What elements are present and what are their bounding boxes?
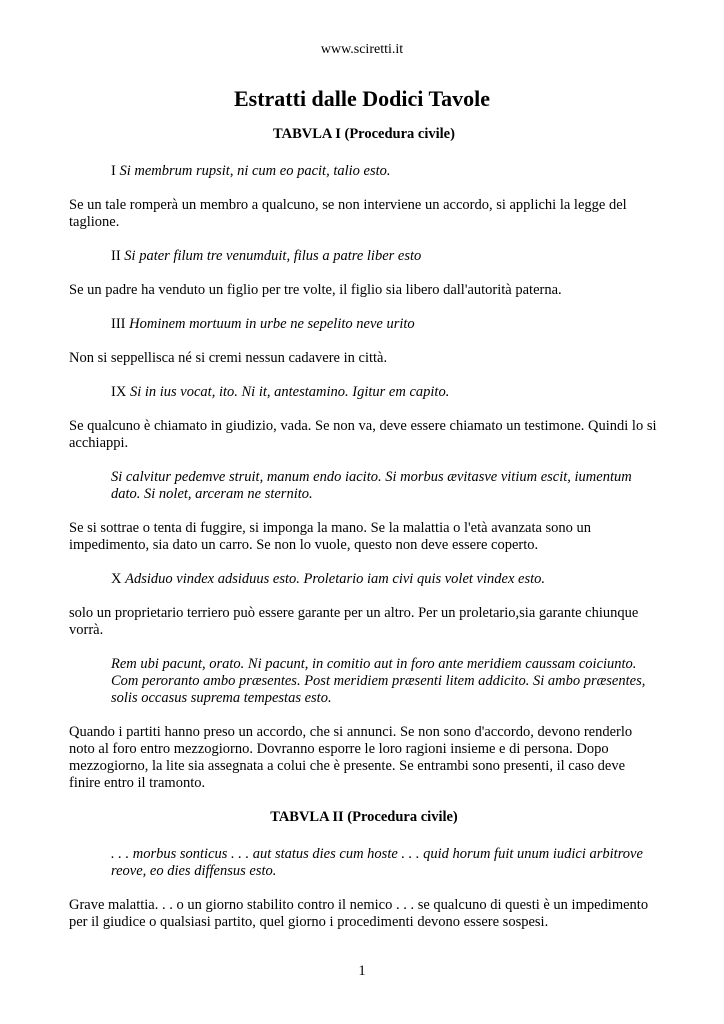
page-title: Estratti dalle Dodici Tavole [233, 86, 491, 111]
latin-clause [111, 163, 659, 180]
section-heading: TABVLA I (Procedura civile) [273, 126, 455, 142]
clause-number: IX [111, 384, 127, 400]
latin-text: Adsiduo vindex adsiduus esto. Proletario iam civi quis volet vindex esto. [125, 571, 545, 587]
latin-text: Si membrum rupsit, ni cum eo pacit, talio esto. [119, 163, 391, 179]
latin-clause [111, 248, 659, 265]
translation-text: Se qualcuno è chiamato in giudizio, vada. Se non va, deve essere chiamato un testimone. Quindi lo si acchiappi. [69, 418, 657, 451]
translation-text: Quando i partiti hanno preso un accordo, che si annunci. Se non sono d'accordo, devono renderlo noto al foro entro mezzogiorno. Dovranno esporre le loro ragioni insieme e di persona. Dopo mezzogiorno, la lite sia assegnata a colui che è presente. Se entrambi sono presenti, il caso deve finire entro il tramonto. [69, 724, 633, 791]
translation-text: Grave malattia. . . o un giorno stabilito contro il nemico . . . se qualcuno di questi è un impedimento per il giudice o qualsiasi partito, quel giorno i procedimenti devono essere sospesi. [69, 897, 649, 930]
clause-number: X [111, 571, 122, 587]
document-body [69, 126, 659, 948]
latin-text: Si calvitur pedemve struit, manum endo iacito. Si morbus ævitasve vitium escit, iumentum dato. Si nolet, arceram ne sternito. [111, 469, 632, 502]
translation-text: Se un padre ha venduto un figlio per tre volte, il figlio sia libero dall'autorità paterna. [69, 282, 562, 298]
header-url: www.sciretti.it [320, 42, 404, 57]
clause-number: III [111, 316, 126, 332]
translation-text: Se un tale romperà un membro a qualcuno, se non interviene un accordo, si applichi la legge del taglione. [69, 197, 627, 230]
latin-text: Rem ubi pacunt, orato. Ni pacunt, in comitio aut in foro ante meridiem caussam coiciunto. Com peroranto ambo præsentes. Post meridiem præsenti litem addicito. Si ambo præsentes, solis occasus suprema tempestas esto. [111, 656, 646, 706]
latin-text: . . . morbus sonticus . . . aut status dies cum hoste . . . quid horum fuit unum iudici arbitrove reove, eo dies diffensus esto. [111, 846, 643, 879]
translation-text: Se si sottrae o tenta di fuggire, si imponga la mano. Se la malattia o l'età avanzata sono un impedimento, sia dato un carro. Se non lo vuole, questo non deve essere coperto. [69, 520, 592, 553]
latin-clause [111, 316, 659, 333]
latin-text: Hominem mortuum in urbe ne sepelito neve urito [129, 316, 415, 332]
clause-number: I [111, 163, 116, 179]
page-number: 1 [358, 963, 366, 979]
latin-clause [111, 571, 659, 588]
latin-clause [111, 384, 659, 401]
latin-text: Si in ius vocat, ito. Ni it, antestamino. Igitur em capito. [129, 384, 450, 400]
section-heading: TABVLA II (Procedura civile) [270, 809, 458, 825]
translation-text: Non si seppellisca né si cremi nessun cadavere in città. [69, 350, 388, 366]
latin-text: Si pater filum tre venumduit, filus a patre liber esto [124, 248, 422, 264]
translation-text: solo un proprietario terriero può essere garante per un altro. Per un proletario,sia garante chiunque vorrà. [69, 605, 639, 638]
clause-number: II [111, 248, 121, 264]
